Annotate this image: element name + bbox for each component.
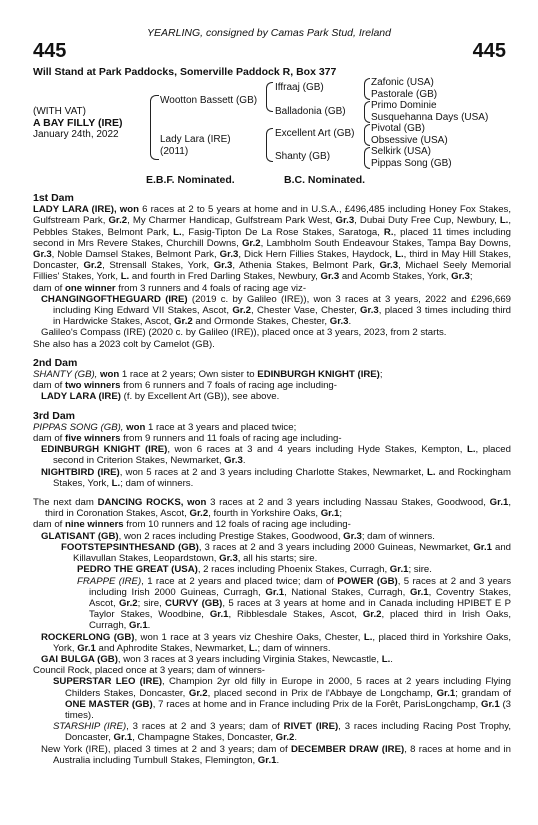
produce-entry: STARSHIP (IRE), 3 races at 2 and 3 years; dam of RIVET (IRE), 3 races including Racing Post Trophy, Doncaster, Gr.1, Champagne Stakes, Doncaster, Gr.2. bbox=[53, 721, 511, 744]
pedigree-g1: Zafonic (USA) bbox=[371, 77, 434, 88]
pedigree-g7: Selkirk (USA) bbox=[371, 146, 432, 157]
catalogue-body bbox=[33, 193, 511, 766]
pedigree-dam-dam: Shanty (GB) bbox=[275, 151, 331, 162]
pedigree-g8: Pippas Song (GB) bbox=[371, 158, 452, 169]
vat-status: (WITH VAT) bbox=[33, 106, 86, 117]
pedigree-dam: Lady Lara (IRE) bbox=[160, 134, 231, 145]
second-dam-produce-line: dam of two winners from 6 runners and 7 foals of racing age including- bbox=[33, 380, 337, 392]
pedigree-g3: Primo Dominie bbox=[371, 100, 437, 111]
next-dam-paragraph: The next dam DANCING ROCKS, won 3 races at 2 and 3 years including Nassau Stakes, Goodwood, Gr.1, third in Coronation Stakes, Ascot, Gr.2, fourth in Yorkshire Oaks, Gr.1; bbox=[33, 497, 511, 520]
produce-entry: EDINBURGH KNIGHT (IRE), won 6 races at 3 and 4 years including Hyde Stakes, Kempton, L., placed second in Criterion Stakes, Newmarket, Gr.3. bbox=[41, 444, 511, 467]
pedigree-brace-g1 bbox=[364, 78, 370, 100]
produce-entry: ROCKERLONG (GB), won 1 race at 3 years viz Cheshire Oaks, Chester, L., placed third in Yorkshire Oaks, York, Gr.1 and Aphrodite Stakes, Newmarket, L.; dam of winners. bbox=[41, 631, 512, 654]
stand-location: Will Stand at Park Paddocks, Somerville Paddock R, Box 377 bbox=[33, 66, 337, 78]
horse-name: A BAY FILLY (IRE) bbox=[33, 117, 123, 129]
produce-entry: NIGHTBIRD (IRE), won 5 races at 2 and 3 years including Charlotte Stakes, Newmarket, L. and Rockingham Stakes, York, L.; dam of winners. bbox=[41, 466, 511, 489]
produce-entry: SUPERSTAR LEO (IRE), Champion 2yr old filly in Europe in 2000, 5 races at 2 years including Flying Childers Stakes, Doncaster, Gr.2, placed second in Prix de l'Abbaye de Longchamp, Gr.1; grandam of ONE MASTER (GB), 7 races at home and in France including Prix de la Forêt, ParisLongchamp, Gr.1 (3 times). bbox=[53, 676, 512, 721]
produce-entry: LADY LARA (IRE) (f. by Excellent Art (GB)), see above. bbox=[41, 391, 280, 403]
first-dam-produce-line: dam of one winner from 3 runners and 4 foals of racing age viz- bbox=[33, 282, 307, 294]
pedigree-dam-sire: Excellent Art (GB) bbox=[275, 128, 355, 139]
ebf-nomination: E.B.F. Nominated. bbox=[146, 174, 235, 186]
pedigree-sire-dam: Balladonia (GB) bbox=[275, 106, 346, 117]
third-dam-paragraph: PIPPAS SONG (GB), won 1 race at 3 years and placed twice; bbox=[33, 421, 297, 433]
foaling-date: January 24th, 2022 bbox=[33, 129, 119, 140]
produce-entry: New York (IRE), placed 3 times at 2 and 3 years; dam of DECEMBER DRAW (IRE), 8 races at home and in Australia including Turnbull Stakes, Flemington, Gr.1. bbox=[41, 743, 511, 766]
pedigree-g5: Pivotal (GB) bbox=[371, 123, 425, 134]
produce-entry: FRAPPE (IRE), 1 race at 2 years and placed twice; dam of POWER (GB), 5 races at 2 and 3 years including Irish 2000 Guineas, Curragh, Gr.1, National Stakes, Curragh, Gr.1, Coventry Stakes, Ascot, Gr.2; sire, CURVY (GB), 5 races at 3 years at home and in Canada including HPIBET E P Taylor Stakes, Woodbine, Gr.1, Ribblesdale Stakes, Ascot, Gr.2, placed third in Irish Oaks, Curragh, Gr.1. bbox=[77, 575, 512, 632]
produce-entry: CHANGINGOFTHEGUARD (IRE) (2019 c. by Galileo (IRE)), won 3 races at 3 years, 2022 and £296,669 including King Edward VII Stakes, Ascot, Gr.2, Chester Vase, Chester, Gr.3, placed 3 times including third in Hardwicke Stakes, Ascot, Gr.2 and Ormonde Stakes, Chester, Gr.3. bbox=[41, 293, 512, 328]
pedigree-g4: Susquehanna Days (USA) bbox=[371, 112, 489, 123]
third-dam-heading: 3rd Dam bbox=[33, 409, 76, 422]
lot-number-right: 445 bbox=[472, 40, 506, 62]
produce-entry: Council Rock, placed once at 3 years; dam of winners- bbox=[33, 665, 265, 677]
pedigree-brace-g4 bbox=[364, 147, 370, 169]
produce-entry: GLATISANT (GB), won 2 races including Prestige Stakes, Goodwood, Gr.3; dam of winners. bbox=[41, 530, 435, 542]
pedigree-brace-sire bbox=[266, 82, 273, 112]
pedigree-brace-dam bbox=[266, 128, 273, 162]
pedigree-sire: Wootton Bassett (GB) bbox=[160, 95, 258, 106]
lot-number-left: 445 bbox=[33, 40, 67, 62]
pedigree-g6: Obsessive (USA) bbox=[371, 135, 448, 146]
pedigree-g2: Pastorale (GB) bbox=[371, 89, 438, 100]
produce-entry: FOOTSTEPSINTHESAND (GB), 3 races at 2 and 3 years including 2000 Guineas, Newmarket, Gr.1 and Killavullan Stakes, Leopardstown, Gr.3, all his starts; sire. bbox=[61, 541, 511, 565]
consignor-line: YEARLING, consigned by Camas Park Stud, Ireland bbox=[147, 27, 391, 39]
produce-note: She also has a 2023 colt by Camelot (GB). bbox=[33, 338, 215, 350]
second-dam-heading: 2nd Dam bbox=[33, 356, 78, 369]
produce-entry: Galileo's Compass (IRE) (2020 c. by Galileo (IRE)), placed once at 3 years, 2023, from 2 starts. bbox=[41, 327, 447, 339]
second-dam-paragraph: SHANTY (GB), won 1 race at 2 years; Own sister to EDINBURGH KNIGHT (IRE); bbox=[33, 369, 383, 381]
pedigree-brace-g3 bbox=[364, 124, 370, 146]
pedigree-brace-g2 bbox=[364, 101, 370, 123]
first-dam-paragraph: LADY LARA (IRE), won 6 races at 2 to 5 years at home and in U.S.A., £496,485 including Honey Fox Stakes, Gulfstream Park, Gr.2, My Charmer Handicap, Gulfstream Park West, Gr.3, Dubai Duty Free Cup, Newbury, L., Pebbles Stakes, Belmont Park, L., Fasig-Tipton De La Rose Stakes, Saratoga, R., placed 11 times including second in Mrs Revere Stakes, Churchill Downs, Gr.2, Lambholm South Endeavour Stakes, Tampa Bay Downs, Gr.3, Noble Damsel Stakes, Belmont Park, Gr.3, Dick Hern Fillies Stakes, Haydock, L., third in May Hill Stakes, Doncaster, Gr.2, Strensall Stakes, York, Gr.3, Athenia Stakes, Belmont Park, Gr.3, Michael Seely Memorial Fillies' Stakes, York, L. and fourth in Fred Darling Stakes, Newbury, Gr.3 and Acomb Stakes, York, Gr.3; bbox=[33, 204, 512, 283]
pedigree-sire-sire: Iffraaj (GB) bbox=[275, 82, 324, 93]
third-dam-produce-line: dam of five winners from 9 runners and 11 foals of racing age including- bbox=[33, 433, 342, 445]
first-dam-heading: 1st Dam bbox=[33, 192, 74, 204]
next-dam-produce-line: dam of nine winners from 10 runners and 12 foals of racing age including- bbox=[33, 519, 351, 531]
bc-nomination: B.C. Nominated. bbox=[284, 174, 366, 186]
pedigree-brace-main bbox=[150, 95, 159, 160]
pedigree-dam-year: (2011) bbox=[160, 146, 189, 157]
produce-entry: PEDRO THE GREAT (USA), 2 races including Phoenix Stakes, Curragh, Gr.1; sire. bbox=[77, 564, 432, 576]
produce-entry: GAI BULGA (GB), won 3 races at 3 years including Virginia Stakes, Newcastle, L.. bbox=[41, 653, 393, 665]
